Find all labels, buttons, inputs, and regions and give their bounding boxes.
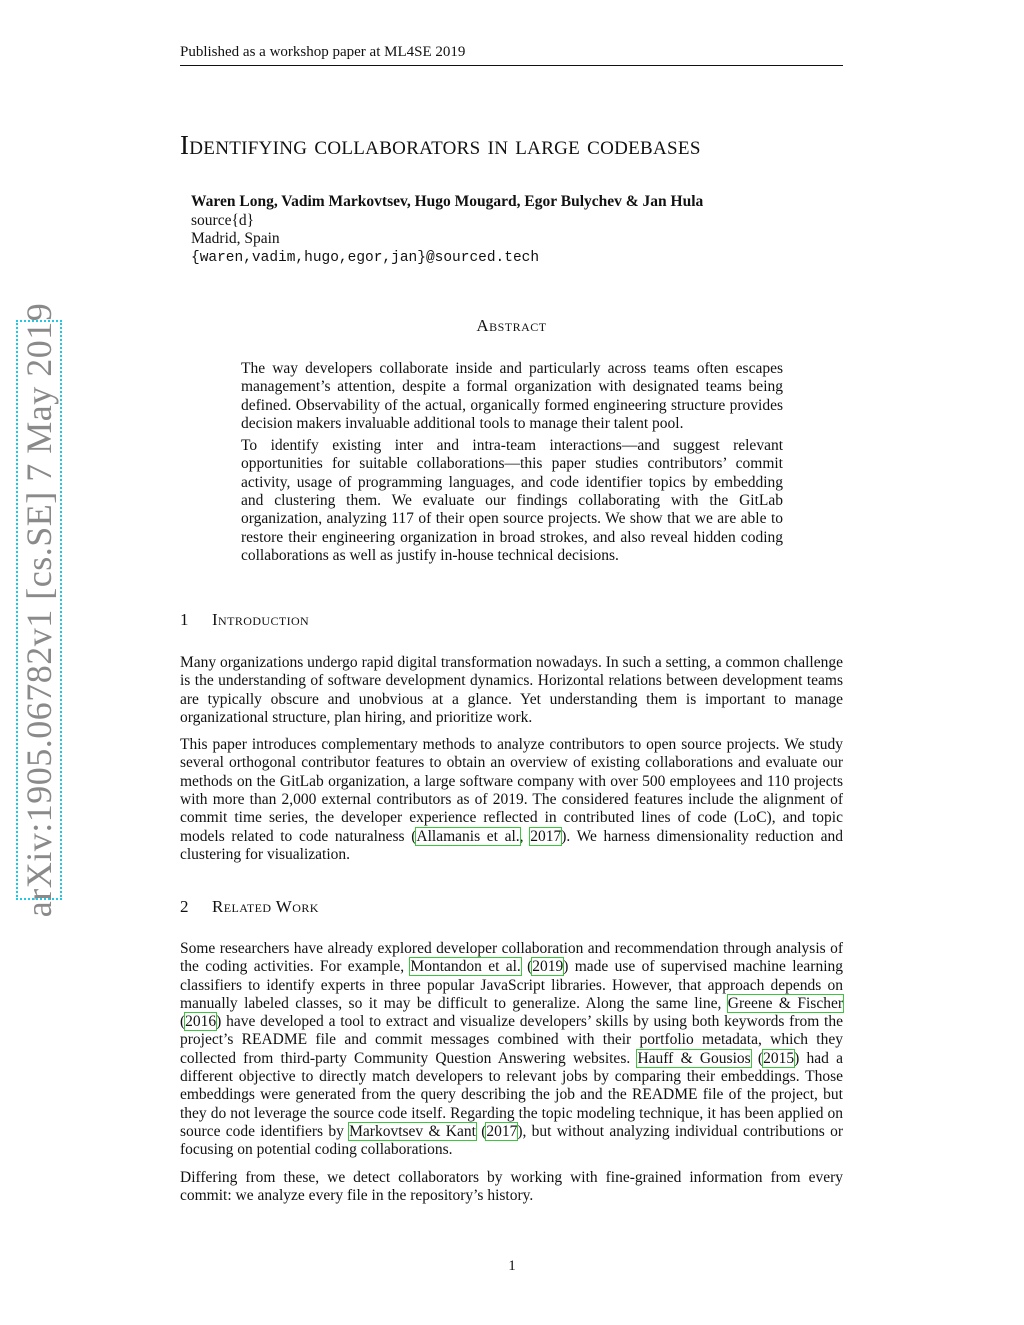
author-email: {waren,vadim,hugo,egor,jan}@sourced.tech [191, 249, 540, 266]
page-number: 1 [508, 1258, 516, 1274]
citation-link[interactable]: Allamanis et al. [416, 827, 520, 845]
paper-title: Identifying collaborators in large codebases [180, 130, 701, 160]
author-block [191, 193, 703, 267]
citation-year-link[interactable]: 2015 [763, 1049, 795, 1067]
abstract-paragraph: To identify existing inter and intra-team interactions—and suggest relevant opportunities for suitable collaborations—this paper studies contributors’ commit activity, usage of programming languages, and code identifier topics by embedding and clustering them. We evaluate our findings collaborating with the GitLab organization, analyzing 117 of their open source projects. We show that we are able to restore their engineering organization in broad strokes, and also reveal hidden coding collaborations as well as justify in-house technical decisions. [241, 437, 783, 564]
text-run: ) had a different objective to directly match developers to relevant jobs by comparing their embeddings. Those embeddings were generated from the query describing the job and the README file of the project, but they do not leverage the source code itself. Regarding the topic modeling technique, it has been applied on source code identifiers by [180, 1049, 843, 1140]
text-run: ) made use of supervised machine learning classifiers to identify experts in three popular JavaScript libraries. However, that approach depends on manually labeled classes, so it may be difficult to generalize. Along the same line, [180, 958, 843, 1012]
text-run: Some researchers have already explored developer collaboration and recommendation through analysis of the coding activities. For example, [180, 940, 843, 976]
text-run: ( [750, 1049, 764, 1067]
citation-link[interactable]: Markovtsev & Kant [349, 1122, 476, 1140]
related-paragraph: Differing from these, we detect collaborators by working with fine-grained information from every commit: we analyze every file in the repository’s history. [180, 1168, 843, 1204]
section-number: 2 [180, 897, 189, 916]
text-run: ( [475, 1122, 487, 1140]
text-run: ), but without analyzing individual contributions or focusing on potential coding collaborations. [180, 1122, 843, 1159]
introduction-body [180, 654, 843, 873]
text-run: This paper introduces complementary methods to analyze contributors to open source projects. We study several orthogonal contributor features to obtain an overview of existing collaborations and evaluate our methods on the GitLab organization, a large software company with over 500 employees and 110 projects with more than 2,000 external contributors as of 2019. The considered features include the alignment of commit time series, the developer experience reflected in contributed lines of code (LoC), and topic models related to code naturalness ( [180, 736, 843, 845]
citation-year-link[interactable]: 2019 [532, 958, 564, 976]
related-paragraph [180, 940, 843, 1160]
abstract [241, 360, 783, 569]
section-title: Introduction [212, 610, 310, 629]
section-title: Related Work [212, 897, 319, 916]
citation-link[interactable]: Hauff & Gousios [637, 1049, 751, 1067]
section-heading-introduction [180, 610, 309, 630]
text-run: ). We harness dimensionality reduction and clustering for visualization. [180, 827, 843, 863]
text-run: ( [520, 958, 533, 976]
arxiv-stamp[interactable] [16, 302, 62, 918]
related-work-body [180, 940, 843, 1214]
author-names: Waren Long, Vadim Markovtsev, Hugo Mougard, Egor Bulychev & Jan Hula [191, 193, 704, 210]
text-run: ( [180, 1013, 186, 1031]
author-affiliation: source{d} [191, 211, 255, 229]
text-run: , [519, 827, 531, 845]
citation-link[interactable]: Montandon et al. [410, 958, 521, 976]
arxiv-stamp-text: arXiv:1905.06782v1 [cs.SE] 7 May 2019 [19, 302, 59, 918]
abstract-paragraph: The way developers collaborate inside and particularly across teams often escapes management’s attention, despite a formal organization with designated teams being defined. Observability of the actual, organically formed engineering structure provides decision makers invaluable additional tools to manage their talent pool. [241, 360, 783, 432]
intro-paragraph: Many organizations undergo rapid digital transformation nowadays. In such a setting, a common challenge is the understanding of software development dynamics. Horizontal relations between development teams are typically obscure and unobvious at a glance. Yet understanding them is important to manage organizational structure, plan hiring, and prioritize work. [180, 654, 843, 726]
citation-year-link[interactable]: 2017 [530, 827, 562, 845]
citation-link[interactable]: Greene & Fischer [727, 994, 844, 1012]
text-run: ) have developed a tool to extract and visualize developers’ skills by using both keywords from the project’s README file and commit messages combined with their portfolio metadata, which they collected from third-party Community Question Answering websites. [180, 1013, 843, 1067]
author-location: Madrid, Spain [191, 230, 280, 247]
abstract-heading: Abstract [476, 316, 547, 335]
intro-paragraph [180, 736, 843, 864]
citation-year-link[interactable]: 2017 [486, 1122, 518, 1140]
section-heading-related-work [180, 897, 319, 917]
section-number: 1 [180, 610, 189, 629]
running-head: Published as a workshop paper at ML4SE 2019 [180, 44, 843, 66]
citation-year-link[interactable]: 2016 [185, 1013, 217, 1031]
